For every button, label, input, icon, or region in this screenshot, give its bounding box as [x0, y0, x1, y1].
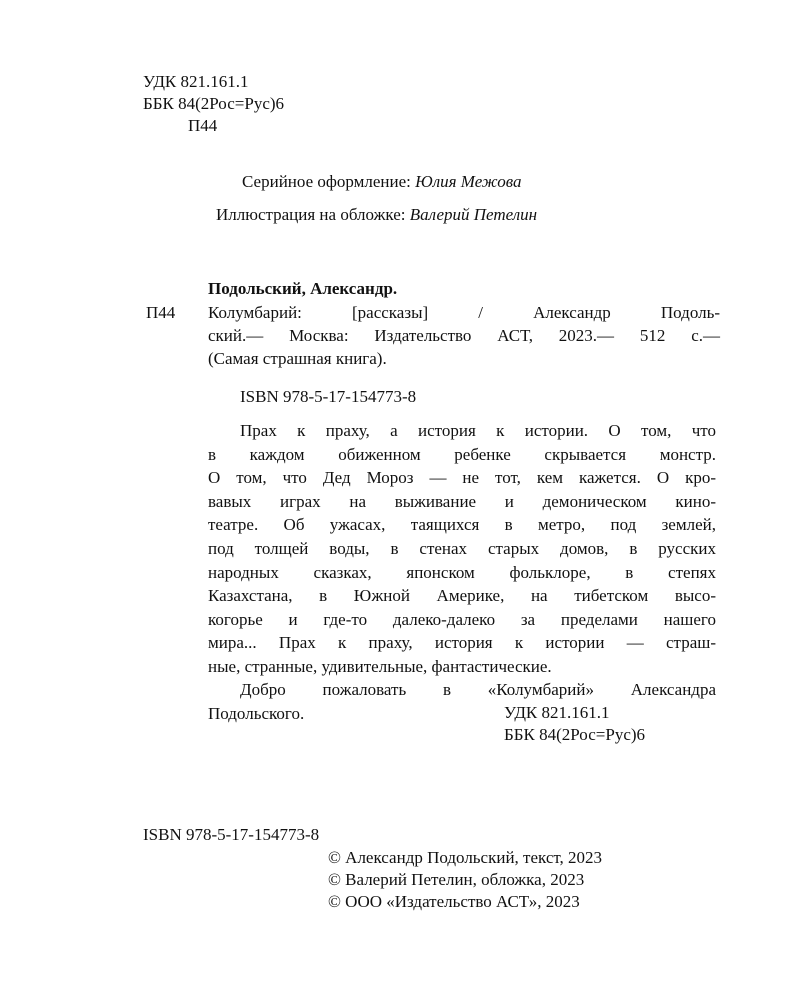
- copyright-line: © ООО «Издательство АСТ», 2023: [328, 892, 580, 911]
- series-design-name: Юлия Межова: [415, 172, 522, 191]
- annotation-line: Прах к праху, а история к истории. О том, что: [240, 421, 716, 440]
- series-design-credit: [242, 171, 521, 193]
- footer-isbn: ISBN 978-5-17-154773-8: [143, 825, 320, 844]
- record-author-sign: П44: [146, 303, 176, 322]
- annotation-line: ные, странные, удивительные, фантастические.: [208, 657, 552, 676]
- annotation-line: театре. Об ужасах, таящихся в метро, под землей,: [208, 515, 716, 534]
- bbk-code-bottom: ББК 84(2Рос=Рус)6: [504, 725, 646, 744]
- udk-code-bottom: УДК 821.161.1: [504, 703, 610, 722]
- record-line: (Самая страшная книга).: [208, 349, 387, 368]
- cover-illustration-name: Валерий Петелин: [409, 205, 538, 224]
- copyright-line: © Валерий Петелин, обложка, 2023: [328, 870, 585, 889]
- annotation-line: вавых играх на выживание и демоническом кино-: [208, 492, 716, 511]
- annotation-line: народных сказках, японском фольклоре, в степях: [208, 563, 716, 582]
- author-sign-top: П44: [188, 116, 218, 135]
- annotation-line: Добро пожаловать в «Колумбарий» Александра: [240, 680, 716, 699]
- cover-illustration-label: Иллюстрация на обложке:: [216, 205, 406, 224]
- record-line: ский.— Москва: Издательство АСТ, 2023.— 512 с.—: [208, 326, 720, 345]
- record-isbn: ISBN 978-5-17-154773-8: [240, 387, 417, 406]
- udk-code-top: УДК 821.161.1: [143, 72, 249, 91]
- annotation-line: мира... Прах к праху, история к истории — страш-: [208, 633, 716, 652]
- cover-illustration-credit: [216, 204, 537, 226]
- annotation-line: Казахстана, в Южной Америке, на тибетском высо-: [208, 586, 716, 605]
- record-line: Колумбарий: [рассказы] / Александр Подоль-: [208, 303, 720, 322]
- bbk-code-top: ББК 84(2Рос=Рус)6: [143, 94, 285, 113]
- annotation-line: в каждом обиженном ребенке скрывается монстр.: [208, 445, 716, 464]
- annotation-line: когорье и где-то далеко-далеко за пределами нашего: [208, 610, 716, 629]
- record-author: Подольский, Александр.: [208, 279, 398, 298]
- annotation-line: Подольского.: [208, 704, 305, 723]
- annotation-line: под толщей воды, в стенах старых домов, в русских: [208, 539, 716, 558]
- series-design-label: Серийное оформление:: [242, 172, 411, 191]
- annotation-line: О том, что Дед Мороз — не тот, кем кажется. О кро-: [208, 468, 716, 487]
- copyright-line: © Александр Подольский, текст, 2023: [328, 848, 603, 867]
